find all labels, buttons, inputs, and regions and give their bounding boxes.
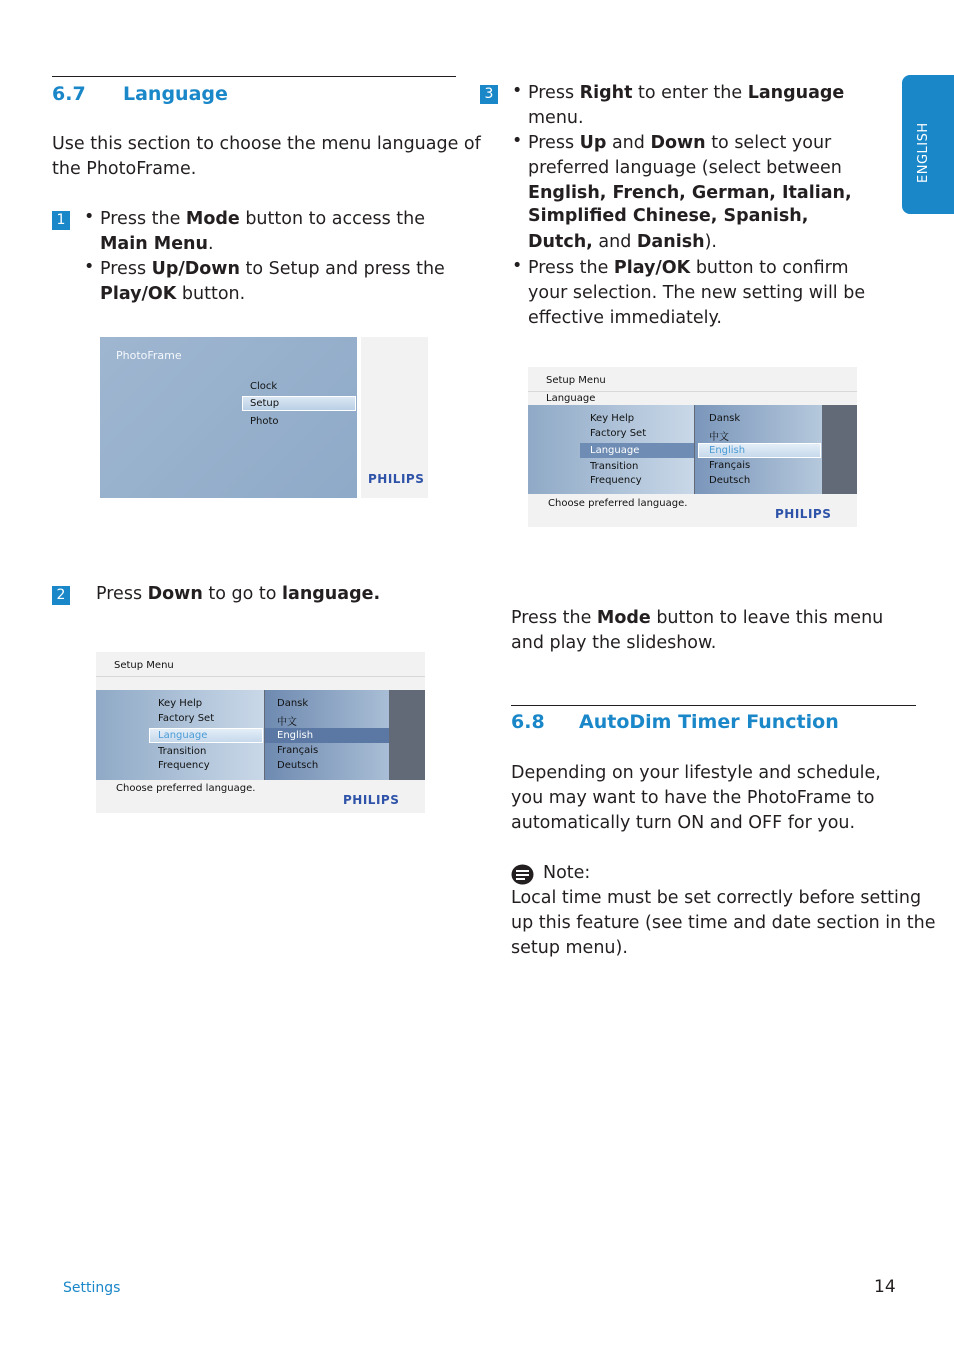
lang-deutsch: Deutsch <box>709 475 751 486</box>
menu-item-setup: Setup <box>250 398 280 409</box>
bullet: • <box>512 256 523 276</box>
menu-item-transition: Transition <box>590 461 639 472</box>
section-rule <box>52 76 456 77</box>
section-title: Language <box>123 83 228 105</box>
screen-footer: Choose preferred language. <box>548 498 688 509</box>
photoframe-main-menu-screenshot <box>100 337 357 498</box>
footer-section: Settings <box>63 1280 121 1296</box>
setup-menu-screenshot-1 <box>96 652 425 813</box>
philips-logo: PHILIPS <box>343 793 400 807</box>
section-intro <box>52 132 481 182</box>
lang-francais: Français <box>709 460 751 471</box>
menu-item-factory-set: Factory Set <box>158 713 215 724</box>
step-2-badge: 2 <box>52 586 70 605</box>
divider <box>528 391 857 392</box>
page-number: 14 <box>874 1277 896 1297</box>
step-3-text-2: Press Up and Down to select your preferred language (select between English, French, German, Italian, Simplified Chinese, Spanish, Dutch, and Danish). <box>528 133 852 252</box>
bullet: • <box>84 257 95 277</box>
lang-francais: Français <box>277 745 319 756</box>
step-3-text-3: Press the Play/OK button to confirm your selection. The new setting will be effective immediately. <box>528 258 866 328</box>
philips-logo: PHILIPS <box>368 472 425 486</box>
screen-subheader: Language <box>546 393 596 404</box>
lang-english: English <box>709 445 746 456</box>
menu-item-key-help: Key Help <box>158 698 203 709</box>
screen-title: PhotoFrame <box>116 349 182 362</box>
step-1-badge: 1 <box>52 211 70 230</box>
section-title: AutoDim Timer Function <box>579 711 839 733</box>
step-3-badge: 3 <box>480 85 498 104</box>
language-tab <box>902 75 954 214</box>
menu-item-language: Language <box>158 730 208 741</box>
menu-item-clock: Clock <box>250 381 278 392</box>
philips-logo: PHILIPS <box>775 507 832 521</box>
bullet: • <box>512 81 523 101</box>
bullet: • <box>512 131 523 151</box>
divider <box>96 676 425 677</box>
leave-menu-text: Press the Mode button to leave this menu and play the slideshow. <box>511 608 884 653</box>
section-number: 6.7 <box>52 83 86 105</box>
lang-deutsch: Deutsch <box>277 760 319 771</box>
lang-dansk: Dansk <box>709 413 741 424</box>
lang-english: English <box>277 730 314 741</box>
menu-item-frequency: Frequency <box>590 475 642 486</box>
setup-menu-screenshot-2 <box>528 367 857 527</box>
menu-item-photo: Photo <box>250 416 279 427</box>
step-2-text: Press Down to go to language. <box>96 584 381 604</box>
menu-item-frequency: Frequency <box>158 760 210 771</box>
screen-footer: Choose preferred language. <box>116 783 256 794</box>
lang-chinese: 中文 <box>709 432 729 443</box>
step-3-text-1: Press Right to enter the Language menu. <box>528 83 845 128</box>
step-1-text-1: Press the Mode button to access the Main Menu. <box>100 209 425 254</box>
section-number: 6.8 <box>511 711 545 733</box>
note-icon <box>511 864 534 885</box>
screen-header: Setup Menu <box>546 375 606 386</box>
menu-item-key-help: Key Help <box>590 413 635 424</box>
intro-line: the PhotoFrame. <box>52 159 197 179</box>
screen-header: Setup Menu <box>114 660 174 671</box>
step-1-text-2: Press Up/Down to Setup and press the Play/OK button. <box>100 259 445 304</box>
lang-dansk: Dansk <box>277 698 309 709</box>
lang-chinese: 中文 <box>277 717 297 728</box>
intro-line: Use this section to choose the menu language of <box>52 134 481 154</box>
note-text: Local time must be set correctly before setting up this feature (see time and date section in the setup menu). <box>511 888 936 958</box>
menu-item-transition: Transition <box>158 746 207 757</box>
section-rule <box>511 705 916 706</box>
screenshot-side-panel <box>361 337 428 498</box>
menu-item-language: Language <box>590 445 640 456</box>
bullet: • <box>84 207 95 227</box>
language-tab-label: ENGLISH <box>916 122 931 183</box>
note-label: Note: <box>543 863 591 883</box>
section-paragraph: Depending on your lifestyle and schedule, you may want to have the PhotoFrame to automatically turn ON and OFF for you. <box>511 763 881 833</box>
menu-item-factory-set: Factory Set <box>590 428 647 439</box>
